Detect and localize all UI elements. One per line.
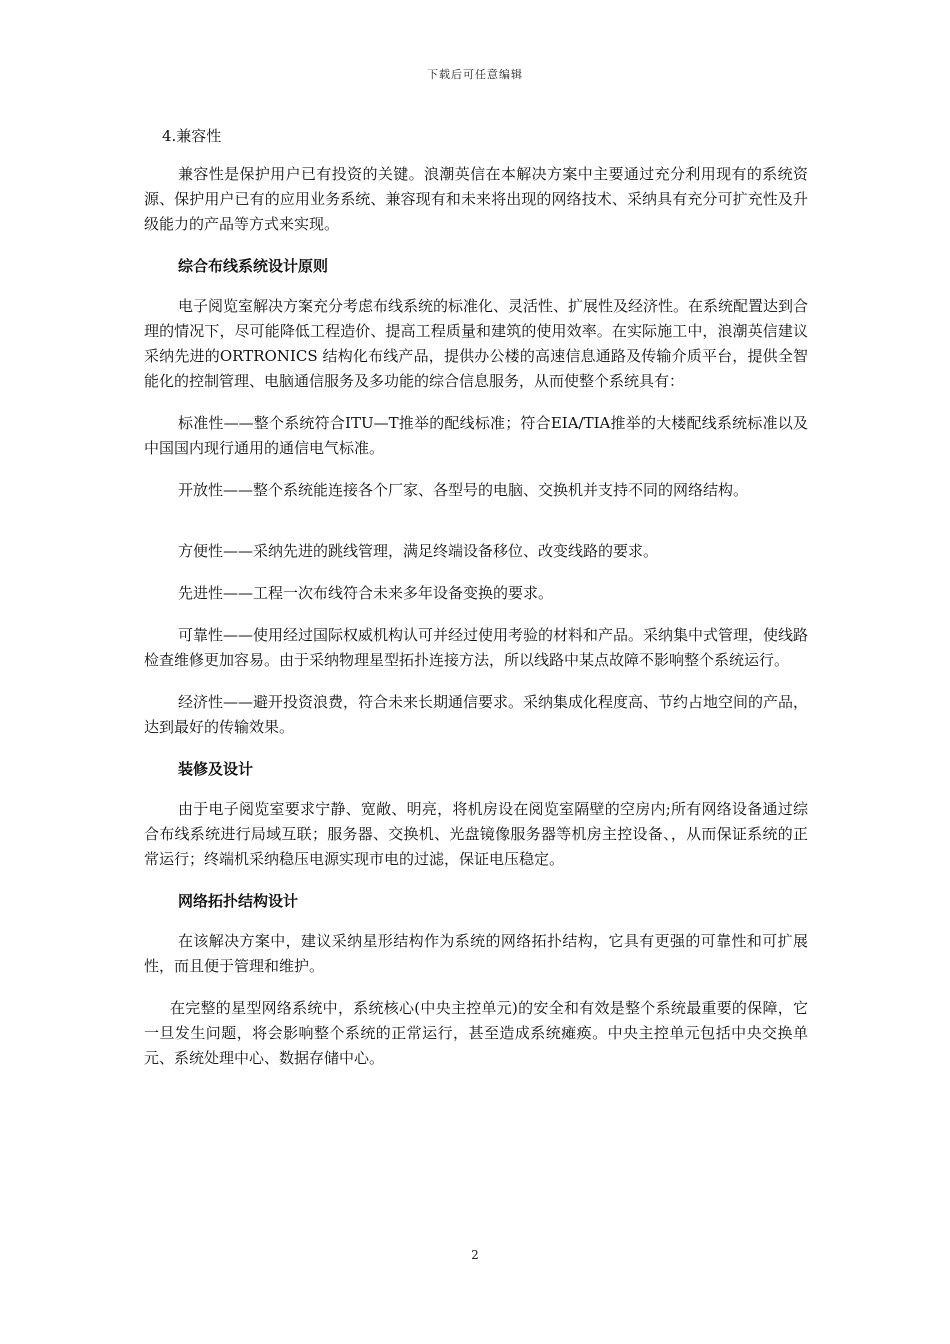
paragraph-star-network: 在完整的星型网络系统中，系统核心(中央主控单元)的安全和有效是整个系统最重要的保障，它一旦发生问题，将会影响整个系统的正常运行，甚至造成系统瘫痪。中央主控单元包括中央交换单元、系统处理中心、数据存储中心。 — [144, 999, 808, 1067]
paragraph-convenience: 方便性——采纳先进的跳线管理，满足终端设备移位、改变线路的要求。 — [178, 542, 659, 560]
paragraph-topology: 在该解决方案中，建议采纳星形结构作为系统的网络拓扑结构，它具有更强的可靠性和可扩展性，而且便于管理和维护。 — [144, 932, 808, 975]
paragraph-decoration: 由于电子阅览室要求宁静、宽敞、明亮，将机房设在阅览室隔壁的空房内;所有网络设备通过综合布线系统进行局域互联；服务器、交换机、光盘镜像服务器等机房主控设备、，从而保证系统的正常运行；终端机采纳稳压电源实现市电的过滤，保证电压稳定。 — [144, 800, 808, 868]
section-heading-decoration: 装修及设计 — [178, 760, 254, 778]
paragraph-compatibility: 兼容性是保护用户已有投资的关键。浪潮英信在本解决方案中主要通过充分利用现有的系统资源、保护用户已有的应用业务系统、兼容现有和未来将出现的网络技术、采纳具有充分可扩充性及升级能力的产品等方式来实现。 — [144, 165, 808, 233]
paragraph-advanced: 先进性——工程一次布线符合未来多年设备变换的要求。 — [178, 584, 554, 602]
section-heading-compatibility: 4.兼容性 — [162, 127, 222, 145]
paragraph-openness: 开放性——整个系统能连接各个厂家、各型号的电脑、交换机并支持不同的网络结构。 — [178, 481, 749, 499]
section-heading-topology: 网络拓扑结构设计 — [178, 892, 299, 910]
page-header: 下载后可任意编辑 — [427, 68, 523, 81]
paragraph-cabling-intro: 电子阅览室解决方案充分考虑布线系统的标准化、灵活性、扩展性及经济性。在系统配置达到合理的情况下，尽可能降低工程造价、提高工程质量和建筑的使用效率。在实际施工中，浪潮英信建议采纳先进的ORTRONICS 结构化布线产品，提供办公楼的高速信息通路及传输介质平台，提供全智能化的控制管理、电脑通信服务及多功能的综合信息服务，从而使整个系统具有： — [144, 297, 809, 390]
paragraph-economy: 经济性——避开投资浪费，符合未来长期通信要求。采纳集成化程度高、节约占地空间的产品，达到最好的传输效果。 — [144, 693, 809, 736]
paragraph-standard: 标准性——整个系统符合ITU—T推举的配线标准；符合EIA/TIA推举的大楼配线系统标准以及中国国内现行通用的通信电气标准。 — [144, 414, 808, 457]
document-body — [144, 124, 808, 1088]
section-heading-cabling-principles: 综合布线系统设计原则 — [178, 257, 329, 275]
paragraph-reliability: 可靠性——使用经过国际权威机构认可并经过使用考验的材料和产品。采纳集中式管理，使线路检查维修更加容易。由于采纳物理星型拓扑连接方法，所以线路中某点故障不影响整个系统运行。 — [144, 626, 809, 669]
page-number: 2 — [471, 1248, 479, 1262]
